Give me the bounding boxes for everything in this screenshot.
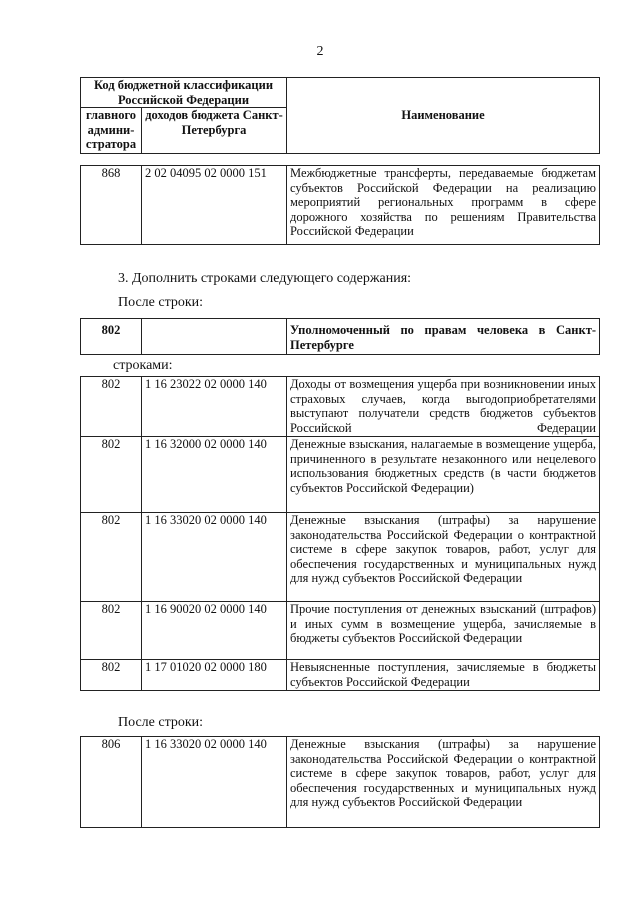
income-name-cell: Денежные взыскания (штрафы) за нарушение законодательства Российской Федерации о контрактной системе в сфере закупок товаров, работ, услуг для обеспечения государственных и муниципальных нужд для нужд субъектов Российской Федерации	[287, 513, 600, 602]
table-row	[81, 602, 600, 660]
classification-group-heading: Код бюджетной классификации Российской Федерации	[81, 78, 287, 108]
after-row-label: После строки:	[118, 295, 204, 310]
rows-label: строками:	[113, 358, 173, 373]
table-row	[81, 377, 600, 437]
after-row-label-2: После строки:	[118, 715, 204, 730]
income-code-cell: 1 16 33020 02 0000 140	[142, 737, 287, 828]
income-name-cell: Уполномоченный по правам человека в Санкт-Петербурге	[287, 319, 600, 355]
table-row	[81, 319, 600, 355]
row-868-table	[80, 165, 600, 245]
admin-code-cell: 802	[81, 513, 142, 602]
income-code-heading: доходов бюджета Санкт-Петербурга	[142, 108, 287, 154]
income-name-cell: Прочие поступления от денежных взысканий (штрафов) и иных сумм в возмещение ущерба, зачисляемые в бюджеты субъектов Российской Федерации	[287, 602, 600, 660]
admin-code-cell: 802	[81, 377, 142, 437]
table-row	[81, 737, 600, 828]
income-name-cell: Невыясненные поступления, зачисляемые в бюджеты субъектов Российской Федерации	[287, 660, 600, 691]
income-code-cell: 1 16 33020 02 0000 140	[142, 513, 287, 602]
admin-code-cell: 806	[81, 737, 142, 828]
table-row	[81, 513, 600, 602]
admin-code-cell: 868	[81, 166, 142, 245]
classification-header-table	[80, 77, 600, 154]
admin-code-cell: 802	[81, 602, 142, 660]
income-code-cell: 2 02 04095 02 0000 151	[142, 166, 287, 245]
income-name-cell: Денежные взыскания, налагаемые в возмещение ущерба, причиненного в результате незаконного или нецелевого использования бюджетных средств (в части бюджетов субъектов Российской Федерации)	[287, 437, 600, 513]
page-number: 2	[316, 44, 324, 59]
name-column-heading: Наименование	[287, 78, 600, 154]
table-row	[81, 437, 600, 513]
table-row	[81, 660, 600, 691]
income-name-cell: Межбюджетные трансферты, передаваемые бюджетам субъектов Российской Федерации на реализацию мероприятий региональных программ в сфере дорожного хозяйства по решениям Правительства Российской Федерации	[287, 166, 600, 245]
income-name-cell: Доходы от возмещения ущерба при возникновении иных страховых случаев, когда выгодоприобретателями выступают получатели средств бюджетов субъектов Российской Федерации	[287, 377, 600, 437]
row-806-table	[80, 736, 600, 828]
income-code-cell: 1 17 01020 02 0000 180	[142, 660, 287, 691]
income-name-cell: Денежные взыскания (штрафы) за нарушение законодательства Российской Федерации о контрактной системе в сфере закупок товаров, работ, услуг для обеспечения государственных и муниципальных нужд для нужд субъектов Российской Федерации	[287, 737, 600, 828]
admin-code-cell: 802	[81, 660, 142, 691]
admin-code-cell: 802	[81, 437, 142, 513]
row-802-head-table	[80, 318, 600, 355]
admin-code-heading: главного админи-стратора	[81, 108, 142, 154]
rows-802-table	[80, 376, 600, 691]
income-code-cell	[142, 319, 287, 355]
income-code-cell: 1 16 90020 02 0000 140	[142, 602, 287, 660]
income-code-cell: 1 16 23022 02 0000 140	[142, 377, 287, 437]
section-3-title: 3. Дополнить строками следующего содержания:	[118, 271, 412, 286]
table-row	[81, 166, 600, 245]
admin-code-cell: 802	[81, 319, 142, 355]
income-code-cell: 1 16 32000 02 0000 140	[142, 437, 287, 513]
